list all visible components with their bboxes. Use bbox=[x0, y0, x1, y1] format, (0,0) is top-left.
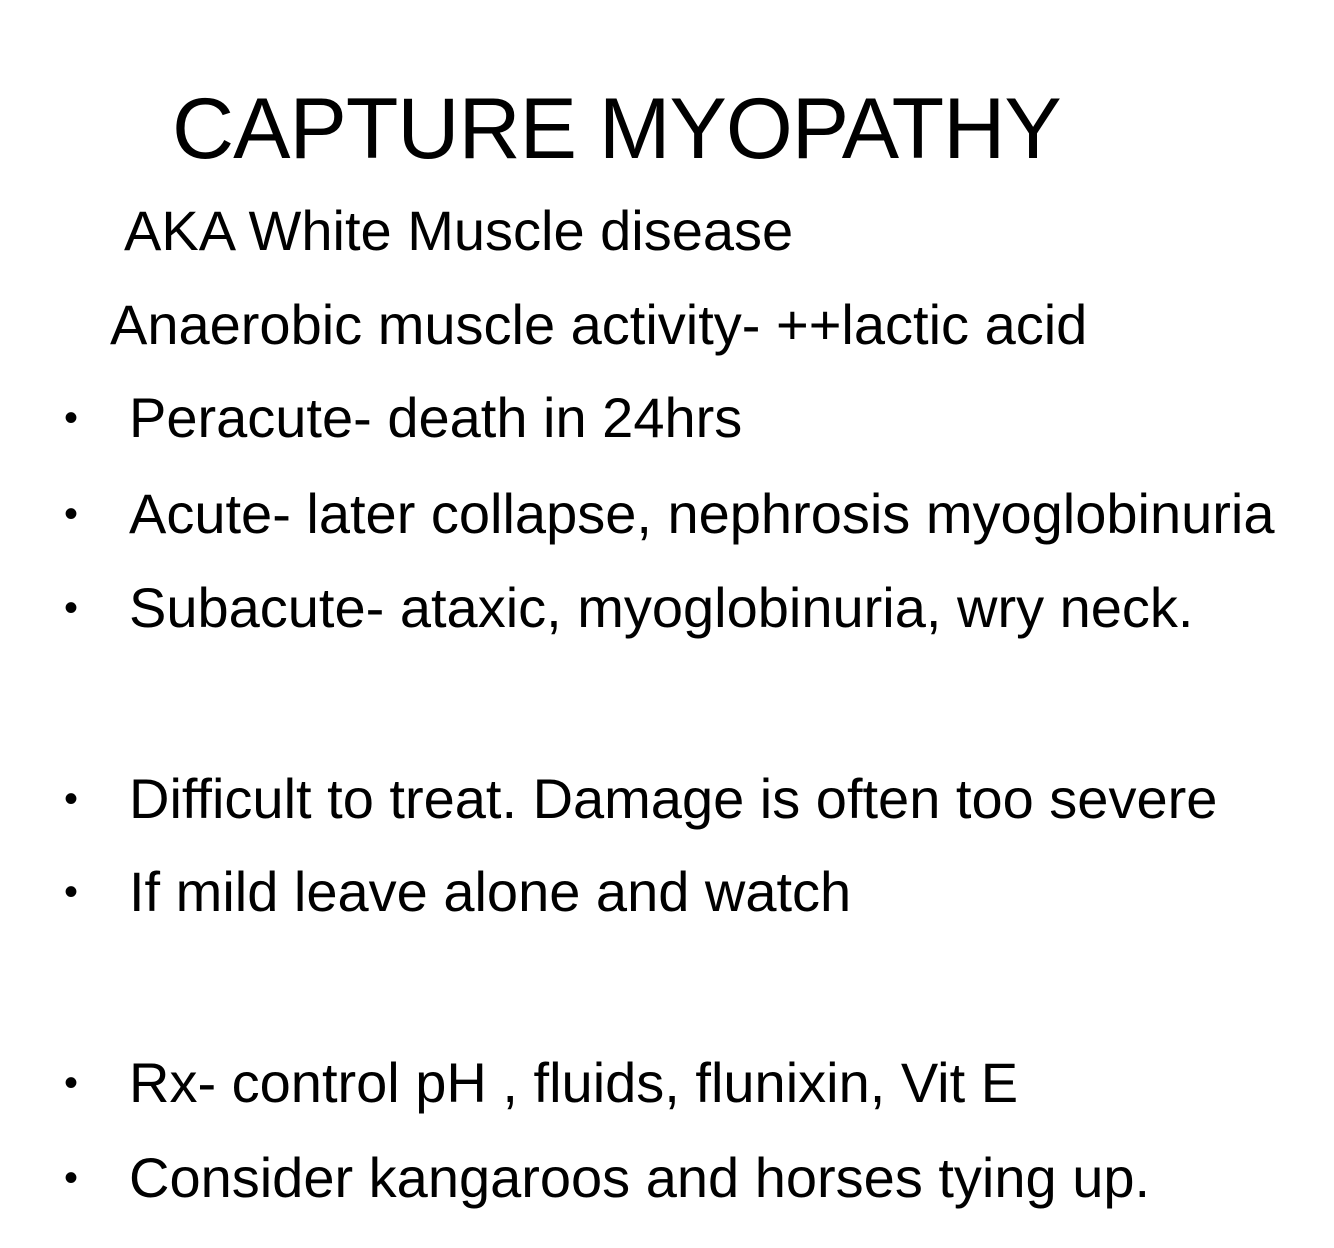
list-item bbox=[0, 573, 1334, 643]
list-item-text: Peracute- death in 24hrs bbox=[129, 386, 743, 449]
bullet-dot-icon: • bbox=[64, 396, 79, 440]
bullet-dot-icon: • bbox=[64, 870, 79, 914]
bullet-dot-icon: • bbox=[64, 586, 79, 630]
slide-title: CAPTURE MYOPATHY bbox=[172, 81, 1061, 177]
bullet-dot-icon: • bbox=[64, 1156, 79, 1200]
list-item-text: Rx- control pH , fluids, flunixin, Vit E bbox=[129, 1051, 1019, 1114]
list-item bbox=[0, 1143, 1334, 1213]
list-item bbox=[0, 383, 1334, 453]
list-item bbox=[0, 857, 1334, 927]
list-item bbox=[0, 1048, 1334, 1118]
list-item bbox=[0, 764, 1334, 834]
bullet-dot-icon: • bbox=[64, 777, 79, 821]
bullet-dot-icon: • bbox=[64, 1061, 79, 1105]
list-item-text: Difficult to treat. Damage is often too severe bbox=[129, 767, 1218, 830]
intro-line-anaerobic: Anaerobic muscle activity- ++lactic acid bbox=[110, 293, 1088, 356]
list-item-text: Consider kangaroos and horses tying up. bbox=[129, 1146, 1151, 1209]
intro-line-aka: AKA White Muscle disease bbox=[124, 199, 794, 262]
bullet-dot-icon: • bbox=[64, 492, 79, 536]
list-item bbox=[0, 479, 1334, 549]
list-item-text: Acute- later collapse, nephrosis myoglobinuria bbox=[129, 482, 1275, 545]
list-item-text: Subacute- ataxic, myoglobinuria, wry neck. bbox=[129, 576, 1194, 639]
list-item-text: If mild leave alone and watch bbox=[129, 860, 852, 923]
